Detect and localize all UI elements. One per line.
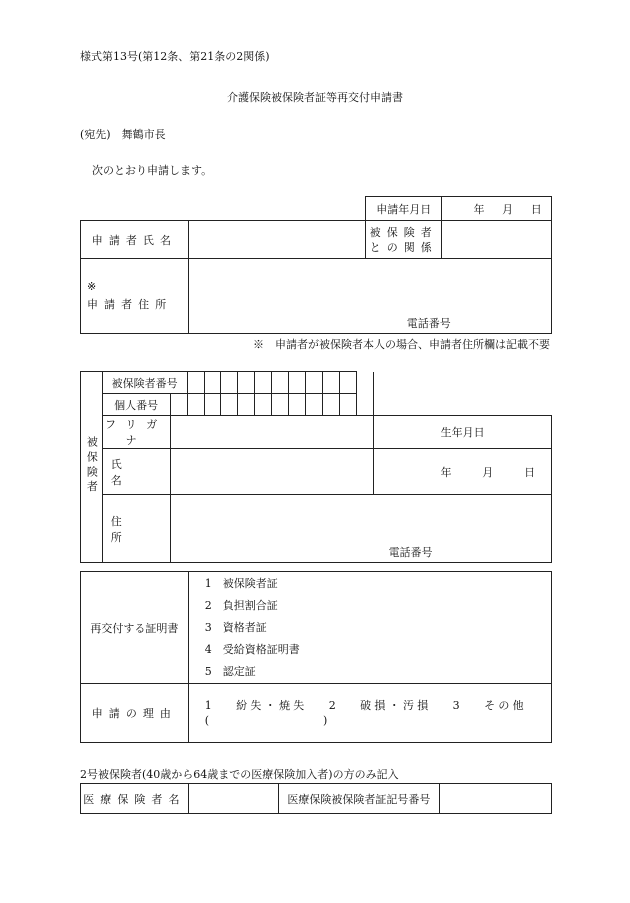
applicant-note: ※ 申請者が被保険者本人の場合、申請者住所欄は記載不要 [253, 338, 550, 351]
certificate-table [80, 571, 552, 743]
certificate-label: 再交付する証明書 [81, 572, 189, 684]
insured-name-label: 氏 名 [102, 449, 170, 495]
applicant-name-label: 申請者氏名 [81, 221, 189, 259]
date-label: 申請年月日 [366, 197, 442, 221]
applicant-name-field[interactable] [188, 221, 366, 259]
personal-number-label: 個人番号 [102, 394, 170, 416]
birth-label: 生年月日 [374, 416, 552, 449]
reason-label: 申請の理由 [81, 684, 189, 743]
furigana-field[interactable] [170, 416, 374, 449]
intro-text: 次のとおり申請します。 [92, 164, 213, 177]
applicant-phone-label: 電話番号 [406, 317, 451, 330]
insurer-name-label: 医療保険者名 [81, 784, 189, 814]
insured-number-digit[interactable] [187, 372, 204, 394]
insured-phone-label: 電話番号 [388, 546, 433, 559]
birth-field[interactable]: 年 月 日 [374, 449, 552, 495]
certificate-item[interactable]: 1 被保険者証 [204, 576, 278, 590]
insurance-card-label: 医療保険被保険者証記号番号 [278, 784, 440, 814]
form-number: 様式第13号(第12条、第21条の2関係) [80, 50, 270, 63]
category2-heading: 2号被保険者(40歳から64歳までの医療保険加入者)の方のみ記入 [80, 768, 399, 781]
category2-table [80, 783, 552, 814]
reason-other-parens[interactable]: ( ) [204, 714, 328, 727]
applicant-table [80, 196, 552, 334]
certificate-item[interactable]: 4 受給資格証明書 [204, 642, 300, 656]
personal-number-digit[interactable] [170, 394, 187, 416]
insurer-name-field[interactable] [188, 784, 278, 814]
insured-number-label: 被保険者番号 [102, 372, 187, 394]
applicant-address-label: ※ 申請者住所 [81, 259, 189, 334]
note-mark: ※ [87, 280, 97, 293]
insured-table [80, 371, 552, 563]
relation-field[interactable] [442, 221, 552, 259]
certificate-item[interactable]: 3 資格者証 [204, 620, 267, 634]
reason-field[interactable] [188, 684, 551, 743]
insured-address-label: 住 所 [102, 495, 170, 563]
page-title: 介護保険被保険者証等再交付申請書 [227, 91, 403, 104]
insurance-card-field[interactable] [440, 784, 552, 814]
certificate-item[interactable]: 2 負担割合証 [204, 598, 278, 612]
insured-name-field[interactable] [170, 449, 374, 495]
certificate-list [188, 572, 551, 684]
reason-options[interactable]: 1 紛失・焼失 2 破損・汚損 3 その他 [204, 699, 527, 712]
certificate-item[interactable]: 5 認定証 [204, 664, 256, 678]
addressee: (宛先) 舞鶴市長 [80, 128, 166, 141]
furigana-label: フリガナ [102, 416, 170, 449]
insured-address-field[interactable] [170, 495, 551, 563]
applicant-address-field[interactable] [188, 259, 551, 334]
date-field[interactable]: 年 月 日 [442, 197, 552, 221]
relation-label: 被保険者 との関係 [366, 221, 442, 259]
insured-side-label: 被保険者 [81, 372, 103, 563]
